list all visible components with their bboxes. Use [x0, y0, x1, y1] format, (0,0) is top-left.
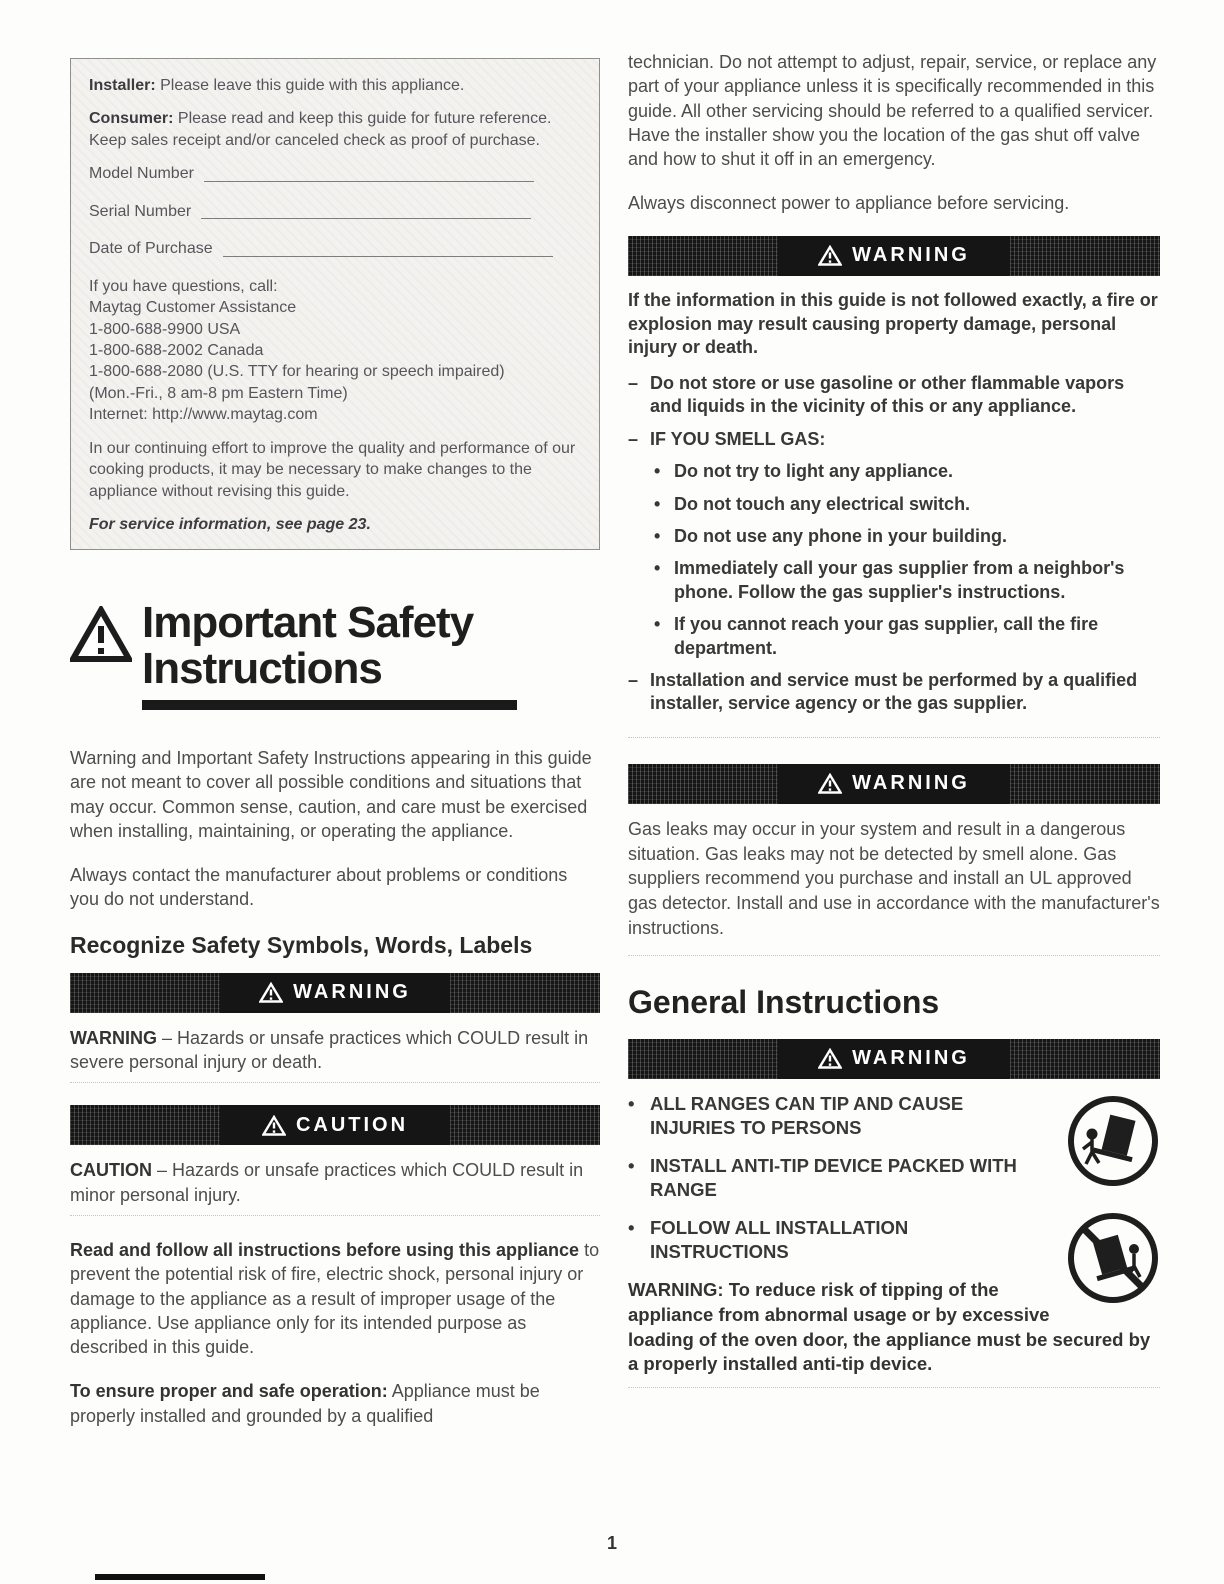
anti-tip-warning-text: To reduce risk of tipping of the appliance from abnormal usage or by excessive loading of the oven door, the appliance must be secured by a properly installed anti-tip device. — [628, 1279, 1151, 1375]
caution-banner — [70, 1105, 600, 1145]
list-item — [628, 613, 1160, 660]
list-item-text: Installation and service must be performed by a qualified installer, service agency or the gas supplier. — [650, 669, 1138, 714]
list-item-text: FOLLOW ALL INSTALLATION INSTRUCTIONS — [650, 1217, 909, 1263]
consumer-note — [89, 108, 581, 151]
contact-line: 1-800-688-2080 (U.S. TTY for hearing or speech impaired) — [89, 363, 505, 381]
gas-warning-intro: If the information in this guide is not followed exactly, a fire or explosion may result causing property damage, personal injury or death. — [628, 289, 1158, 358]
banner-label: WARNING — [852, 1047, 970, 1070]
installer-text: Please leave this guide with this appliance. — [155, 77, 465, 94]
dash-marker: – — [628, 373, 639, 394]
warning-banner — [70, 973, 600, 1013]
bullet-marker: • — [654, 558, 661, 579]
contact-line-internet: Internet: http://www.maytag.com — [89, 406, 318, 424]
technician-paragraph: technician. Do not attempt to adjust, repair, service, or replace any part of your appliance unless it is specifically recommended in this guide. All other servicing should be referred to a qualified servicer. Have the installer show you the location of the gas shut off valve and how to shut it off in an emergency. — [628, 52, 1157, 170]
warning-triangle-icon — [818, 773, 842, 794]
list-item — [628, 493, 1160, 516]
left-column — [70, 58, 600, 1448]
bullet-marker: • — [628, 1217, 635, 1239]
service-note: For service information, see page 23. — [89, 516, 371, 533]
list-item — [628, 1092, 1050, 1140]
title-underline-bar — [142, 700, 517, 710]
model-number-field — [89, 163, 581, 184]
warning-triangle-icon — [259, 982, 283, 1003]
banner-label: WARNING — [852, 772, 970, 795]
contact-line: 1-800-688-2002 Canada — [89, 341, 264, 359]
gas-warning-section — [628, 289, 1160, 738]
gas-leak-paragraph: Gas leaks may occur in your system and result in a dangerous situation. Gas leaks may not be detected by smell alone. Gas suppliers recommend you purchase and install an UL approved gas detector. Install and use in accordance with the manufacturer's instructions. — [628, 817, 1160, 956]
list-item — [628, 525, 1160, 548]
intro-paragraph: Warning and Important Safety Instructions appearing in this guide are not meant to cover all possible conditions and situations that may occur. Common sense, caution, and care must be exercised when installing, maintaining, or operating the appliance. — [70, 747, 592, 841]
anti-tip-warning-label: WARNING: — [628, 1279, 724, 1301]
warning-triangle-icon — [262, 1115, 286, 1136]
caution-definition-label: CAUTION — [70, 1160, 152, 1181]
warning-definition — [70, 1026, 600, 1084]
warning-definition-label: WARNING — [70, 1027, 157, 1048]
installer-note — [89, 75, 581, 96]
banner-label: CAUTION — [295, 1113, 409, 1136]
contact-line: 1-800-688-9900 USA — [89, 320, 241, 338]
contact-block — [89, 276, 581, 426]
range-tip-hazard-icon — [1066, 1094, 1160, 1193]
model-number-blank — [204, 181, 534, 182]
anti-tip-section — [628, 1092, 1160, 1388]
banner-label: WARNING — [293, 981, 411, 1004]
list-item-text: ALL RANGES CAN TIP AND CAUSE INJURIES TO PERSONS — [650, 1092, 964, 1138]
list-item — [628, 428, 1160, 451]
serial-number-blank — [201, 218, 531, 219]
dash-marker: – — [628, 428, 639, 449]
list-item — [628, 669, 1160, 716]
list-item-text: INSTALL ANTI-TIP DEVICE PACKED WITH RANGE — [650, 1154, 1017, 1200]
list-item-text: Do not try to light any appliance. — [674, 461, 954, 482]
purchase-date-field — [89, 238, 581, 259]
list-item-text: Do not store or use gasoline or other flammable vapors and liquids in the vicinity of this or any appliance. — [650, 373, 1125, 417]
quality-notice: In our continuing effort to improve the quality and performance of our cooking products, it may be necessary to make changes to the appliance without revising this guide. — [89, 439, 576, 500]
general-instructions-heading: General Instructions — [628, 983, 940, 1020]
list-item-text: IF YOU SMELL GAS: — [650, 428, 826, 449]
ensure-operation-bold: To ensure proper and safe operation: — [70, 1381, 388, 1402]
questions-line: If you have questions, call: — [89, 277, 278, 295]
warning-triangle-icon — [818, 245, 842, 266]
info-box — [70, 58, 600, 550]
banner-label: WARNING — [852, 244, 970, 267]
bullet-marker: • — [628, 1092, 635, 1114]
warning-definition-text: – Hazards or unsafe practices which COULD result in severe personal injury or death. — [70, 1027, 589, 1073]
bullet-marker: • — [654, 461, 661, 482]
consumer-text: Please read and keep this guide for future reference. Keep sales receipt and/or canceled check as proof of purchase. — [89, 110, 552, 149]
list-item-text: Immediately call your gas supplier from a neighbor's phone. Follow the gas supplier's instructions. — [674, 558, 1125, 602]
consumer-label: Consumer: — [89, 110, 174, 128]
serial-number-label: Serial Number — [89, 202, 192, 220]
range-tip-prohibited-icon — [1066, 1211, 1160, 1310]
list-item-text: Do not touch any electrical switch. — [674, 493, 971, 514]
title-line-1: Important Safety — [142, 598, 474, 648]
contact-manufacturer-paragraph: Always contact the manufacturer about problems or conditions you do not understand. — [70, 865, 568, 910]
bullet-marker: • — [654, 525, 661, 546]
serial-number-field — [89, 201, 581, 222]
recognize-heading: Recognize Safety Symbols, Words, Labels — [70, 931, 533, 958]
list-item — [628, 557, 1160, 604]
dash-marker: – — [628, 669, 639, 690]
read-follow-text: to prevent the potential risk of fire, electric shock, personal injury or damage to the appliance as a result of improper usage of the appliance. Use appliance only for its intended purpose as described in this guide. — [70, 1239, 600, 1358]
list-item — [628, 460, 1160, 483]
title-text — [142, 600, 517, 710]
warning-banner — [628, 1039, 1160, 1079]
bullet-marker: • — [654, 614, 661, 635]
model-number-label: Model Number — [89, 165, 194, 183]
title-line-2: Instructions — [142, 644, 382, 694]
bullet-marker: • — [654, 493, 661, 514]
purchase-date-label: Date of Purchase — [89, 240, 213, 258]
ensure-operation-text: Appliance must be properly installed and grounded by a qualified — [70, 1381, 540, 1426]
list-item-text: If you cannot reach your gas supplier, call the fire department. — [674, 614, 1099, 658]
page-number: 1 — [606, 1533, 617, 1553]
page-title — [70, 600, 600, 710]
list-item — [628, 1216, 1050, 1264]
purchase-date-blank — [223, 256, 553, 257]
read-follow-bold: Read and follow all instructions before using this appliance — [70, 1239, 580, 1260]
contact-line: (Mon.-Fri., 8 am-8 pm Eastern Time) — [89, 384, 348, 402]
registration-mark — [95, 1574, 265, 1580]
bullet-marker: • — [628, 1154, 635, 1176]
disconnect-paragraph: Always disconnect power to appliance before servicing. — [628, 193, 1070, 214]
list-item — [628, 1154, 1050, 1202]
warning-triangle-icon — [70, 606, 132, 669]
caution-definition-text: – Hazards or unsafe practices which COULD result in minor personal injury. — [70, 1160, 584, 1205]
list-item — [628, 372, 1160, 419]
warning-banner — [628, 236, 1160, 276]
list-item-text: Do not use any phone in your building. — [674, 525, 1007, 546]
installer-label: Installer: — [89, 77, 156, 94]
warning-banner — [628, 764, 1160, 804]
right-column — [628, 50, 1160, 1388]
caution-definition — [70, 1158, 600, 1216]
ensure-operation-paragraph — [70, 1379, 600, 1428]
read-follow-paragraph — [70, 1238, 600, 1359]
warning-triangle-icon — [818, 1048, 842, 1069]
contact-line: Maytag Customer Assistance — [89, 299, 297, 317]
